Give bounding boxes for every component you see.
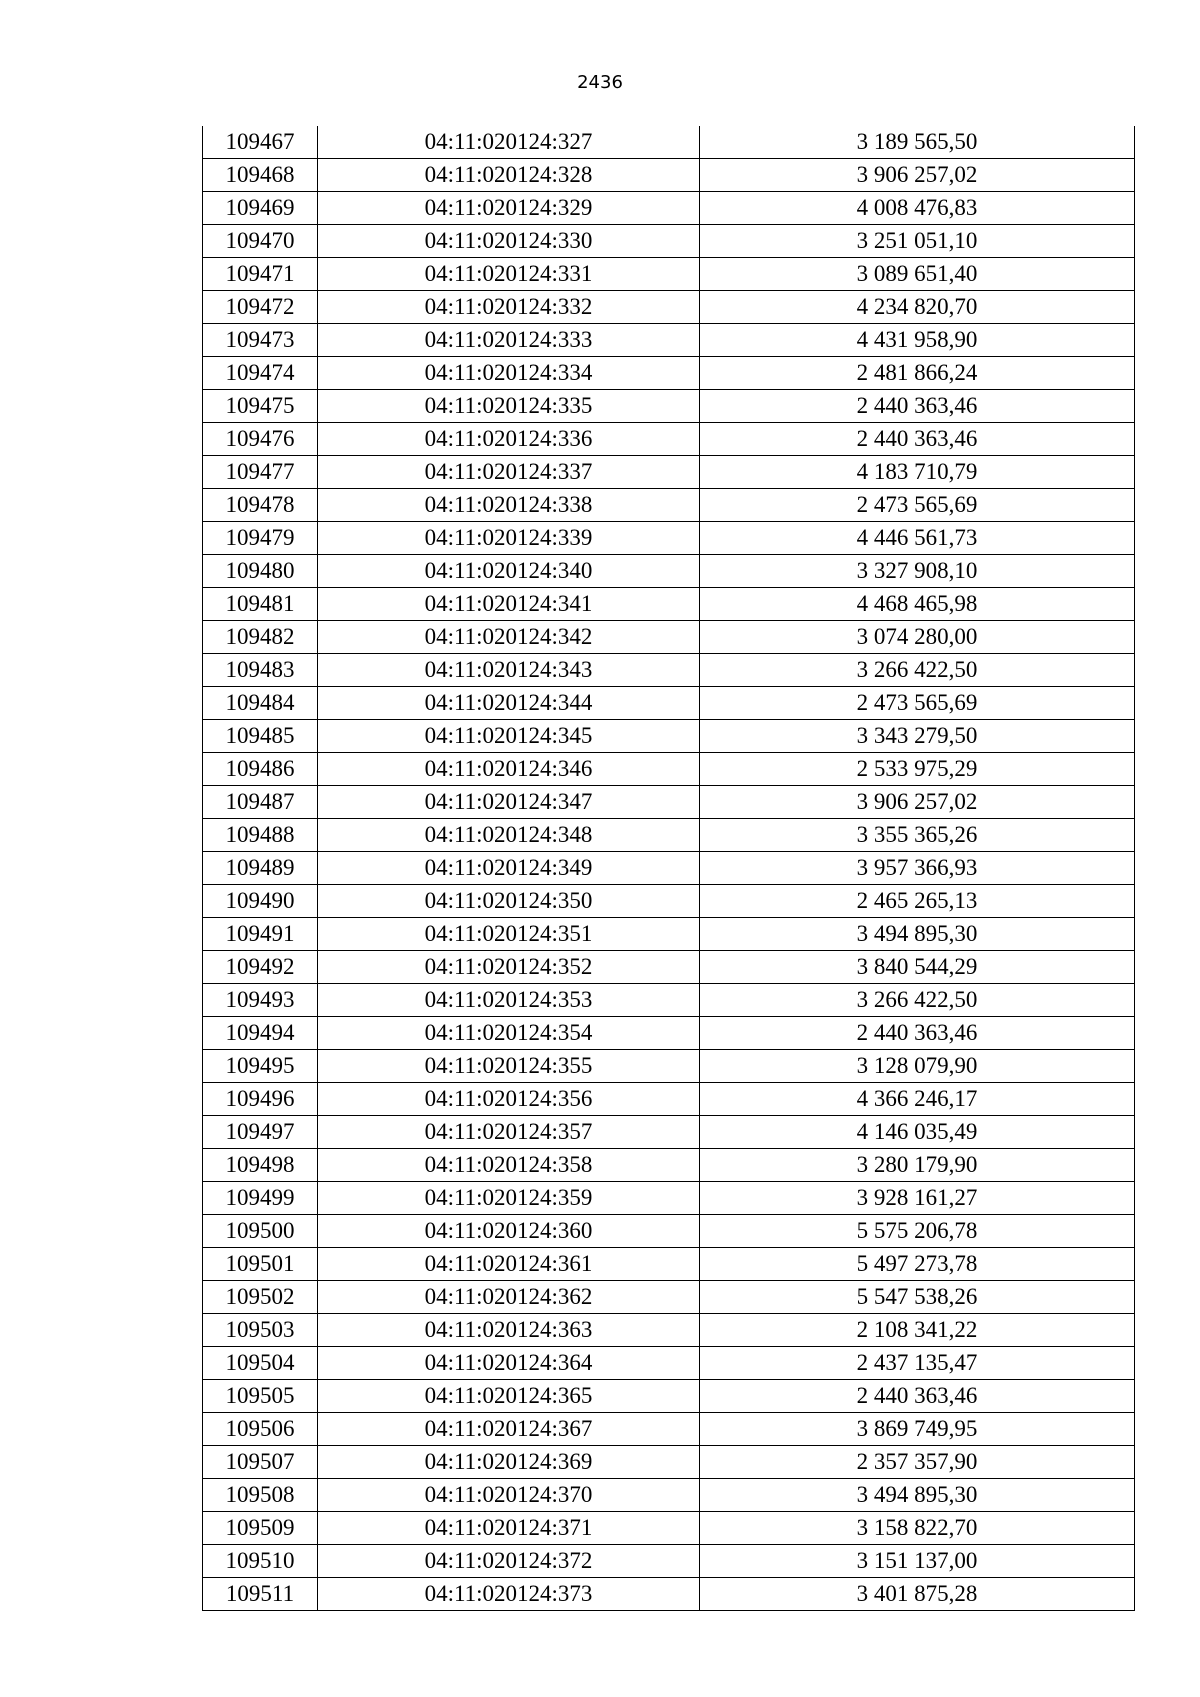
row-number-cell: 109490 bbox=[203, 885, 318, 918]
row-number-cell: 109487 bbox=[203, 786, 318, 819]
table-row bbox=[203, 1116, 1135, 1149]
cadastral-number-cell: 04:11:020124:361 bbox=[318, 1248, 700, 1281]
row-number-cell: 109479 bbox=[203, 522, 318, 555]
cadastral-value-cell: 4 146 035,49 bbox=[700, 1116, 1135, 1149]
cadastral-number-cell: 04:11:020124:365 bbox=[318, 1380, 700, 1413]
cadastral-value-cell: 4 008 476,83 bbox=[700, 192, 1135, 225]
cadastral-value-cell: 4 431 958,90 bbox=[700, 324, 1135, 357]
cadastral-number-cell: 04:11:020124:337 bbox=[318, 456, 700, 489]
cadastral-value-cell: 3 906 257,02 bbox=[700, 159, 1135, 192]
cadastral-value-cell: 2 440 363,46 bbox=[700, 423, 1135, 456]
cadastral-value-cell: 4 183 710,79 bbox=[700, 456, 1135, 489]
cadastral-value-cell: 3 280 179,90 bbox=[700, 1149, 1135, 1182]
cadastral-number-cell: 04:11:020124:335 bbox=[318, 390, 700, 423]
cadastral-value-cell: 2 440 363,46 bbox=[700, 1380, 1135, 1413]
cadastral-number-cell: 04:11:020124:363 bbox=[318, 1314, 700, 1347]
cadastral-number-cell: 04:11:020124:347 bbox=[318, 786, 700, 819]
table-row bbox=[203, 753, 1135, 786]
cadastral-number-cell: 04:11:020124:330 bbox=[318, 225, 700, 258]
cadastral-value-cell: 3 355 365,26 bbox=[700, 819, 1135, 852]
table-row bbox=[203, 1314, 1135, 1347]
row-number-cell: 109494 bbox=[203, 1017, 318, 1050]
table-row bbox=[203, 1446, 1135, 1479]
cadastral-value-cell: 3 251 051,10 bbox=[700, 225, 1135, 258]
cadastral-value-cell: 3 074 280,00 bbox=[700, 621, 1135, 654]
cadastral-number-cell: 04:11:020124:329 bbox=[318, 192, 700, 225]
cadastral-number-cell: 04:11:020124:360 bbox=[318, 1215, 700, 1248]
row-number-cell: 109473 bbox=[203, 324, 318, 357]
table-row bbox=[203, 126, 1135, 159]
table-row bbox=[203, 654, 1135, 687]
cadastral-number-cell: 04:11:020124:359 bbox=[318, 1182, 700, 1215]
table-row bbox=[203, 918, 1135, 951]
row-number-cell: 109502 bbox=[203, 1281, 318, 1314]
table-row bbox=[203, 192, 1135, 225]
row-number-cell: 109484 bbox=[203, 687, 318, 720]
cadastral-value-cell: 2 533 975,29 bbox=[700, 753, 1135, 786]
table-row bbox=[203, 951, 1135, 984]
table-row bbox=[203, 687, 1135, 720]
table-row bbox=[203, 456, 1135, 489]
row-number-cell: 109468 bbox=[203, 159, 318, 192]
cadastral-number-cell: 04:11:020124:367 bbox=[318, 1413, 700, 1446]
row-number-cell: 109500 bbox=[203, 1215, 318, 1248]
table-row bbox=[203, 1050, 1135, 1083]
table-row bbox=[203, 852, 1135, 885]
cadastral-number-cell: 04:11:020124:350 bbox=[318, 885, 700, 918]
cadastral-number-cell: 04:11:020124:351 bbox=[318, 918, 700, 951]
table-row bbox=[203, 1380, 1135, 1413]
table-row bbox=[203, 555, 1135, 588]
cadastral-number-cell: 04:11:020124:328 bbox=[318, 159, 700, 192]
table-row bbox=[203, 1248, 1135, 1281]
cadastral-value-cell: 3 189 565,50 bbox=[700, 126, 1135, 159]
cadastral-number-cell: 04:11:020124:344 bbox=[318, 687, 700, 720]
row-number-cell: 109489 bbox=[203, 852, 318, 885]
cadastral-value-cell: 2 465 265,13 bbox=[700, 885, 1135, 918]
row-number-cell: 109481 bbox=[203, 588, 318, 621]
cadastral-value-cell: 2 481 866,24 bbox=[700, 357, 1135, 390]
cadastral-value-cell: 5 547 538,26 bbox=[700, 1281, 1135, 1314]
row-number-cell: 109505 bbox=[203, 1380, 318, 1413]
cadastral-number-cell: 04:11:020124:372 bbox=[318, 1545, 700, 1578]
cadastral-value-cell: 3 089 651,40 bbox=[700, 258, 1135, 291]
row-number-cell: 109474 bbox=[203, 357, 318, 390]
table-row bbox=[203, 786, 1135, 819]
cadastral-value-cell: 4 366 246,17 bbox=[700, 1083, 1135, 1116]
cadastral-number-cell: 04:11:020124:370 bbox=[318, 1479, 700, 1512]
cadastral-value-cell: 2 440 363,46 bbox=[700, 390, 1135, 423]
table-row bbox=[203, 1413, 1135, 1446]
cadastral-value-cell: 3 928 161,27 bbox=[700, 1182, 1135, 1215]
cadastral-value-cell: 3 151 137,00 bbox=[700, 1545, 1135, 1578]
row-number-cell: 109482 bbox=[203, 621, 318, 654]
row-number-cell: 109477 bbox=[203, 456, 318, 489]
row-number-cell: 109483 bbox=[203, 654, 318, 687]
table-row bbox=[203, 1512, 1135, 1545]
cadastral-value-cell: 3 158 822,70 bbox=[700, 1512, 1135, 1545]
cadastral-value-cell: 3 906 257,02 bbox=[700, 786, 1135, 819]
cadastral-number-cell: 04:11:020124:341 bbox=[318, 588, 700, 621]
cadastral-value-cell: 3 401 875,28 bbox=[700, 1578, 1135, 1611]
page-number: 2436 bbox=[577, 72, 623, 93]
table-row bbox=[203, 159, 1135, 192]
cadastral-number-cell: 04:11:020124:369 bbox=[318, 1446, 700, 1479]
table-row bbox=[203, 522, 1135, 555]
row-number-cell: 109498 bbox=[203, 1149, 318, 1182]
row-number-cell: 109485 bbox=[203, 720, 318, 753]
cadastral-value-cell: 5 497 273,78 bbox=[700, 1248, 1135, 1281]
cadastral-number-cell: 04:11:020124:336 bbox=[318, 423, 700, 456]
cadastral-number-cell: 04:11:020124:358 bbox=[318, 1149, 700, 1182]
row-number-cell: 109504 bbox=[203, 1347, 318, 1380]
table-row bbox=[203, 1479, 1135, 1512]
row-number-cell: 109510 bbox=[203, 1545, 318, 1578]
table-row bbox=[203, 588, 1135, 621]
table-row bbox=[203, 621, 1135, 654]
cadastral-value-cell: 2 437 135,47 bbox=[700, 1347, 1135, 1380]
cadastral-value-cell: 2 440 363,46 bbox=[700, 1017, 1135, 1050]
table-row bbox=[203, 984, 1135, 1017]
row-number-cell: 109499 bbox=[203, 1182, 318, 1215]
table-row bbox=[203, 225, 1135, 258]
row-number-cell: 109476 bbox=[203, 423, 318, 456]
cadastral-value-cell: 2 357 357,90 bbox=[700, 1446, 1135, 1479]
cadastral-number-cell: 04:11:020124:352 bbox=[318, 951, 700, 984]
row-number-cell: 109475 bbox=[203, 390, 318, 423]
cadastral-value-cell: 3 494 895,30 bbox=[700, 1479, 1135, 1512]
cadastral-number-cell: 04:11:020124:348 bbox=[318, 819, 700, 852]
row-number-cell: 109492 bbox=[203, 951, 318, 984]
cadastral-number-cell: 04:11:020124:364 bbox=[318, 1347, 700, 1380]
row-number-cell: 109508 bbox=[203, 1479, 318, 1512]
cadastral-number-cell: 04:11:020124:371 bbox=[318, 1512, 700, 1545]
row-number-cell: 109469 bbox=[203, 192, 318, 225]
table-body bbox=[203, 126, 1135, 1611]
row-number-cell: 109503 bbox=[203, 1314, 318, 1347]
cadastral-value-cell: 4 234 820,70 bbox=[700, 291, 1135, 324]
cadastral-value-cell: 3 869 749,95 bbox=[700, 1413, 1135, 1446]
cadastral-number-cell: 04:11:020124:339 bbox=[318, 522, 700, 555]
table-row bbox=[203, 1545, 1135, 1578]
table-row bbox=[203, 1215, 1135, 1248]
row-number-cell: 109511 bbox=[203, 1578, 318, 1611]
row-number-cell: 109506 bbox=[203, 1413, 318, 1446]
cadastral-value-cell: 3 957 366,93 bbox=[700, 852, 1135, 885]
row-number-cell: 109486 bbox=[203, 753, 318, 786]
cadastral-value-cell: 4 468 465,98 bbox=[700, 588, 1135, 621]
cadastral-value-cell: 3 266 422,50 bbox=[700, 984, 1135, 1017]
table-row bbox=[203, 1578, 1135, 1611]
table-row bbox=[203, 819, 1135, 852]
cadastral-value-cell: 5 575 206,78 bbox=[700, 1215, 1135, 1248]
row-number-cell: 109501 bbox=[203, 1248, 318, 1281]
row-number-cell: 109471 bbox=[203, 258, 318, 291]
row-number-cell: 109495 bbox=[203, 1050, 318, 1083]
cadastral-value-cell: 3 266 422,50 bbox=[700, 654, 1135, 687]
cadastral-number-cell: 04:11:020124:334 bbox=[318, 357, 700, 390]
cadastral-number-cell: 04:11:020124:343 bbox=[318, 654, 700, 687]
row-number-cell: 109480 bbox=[203, 555, 318, 588]
cadastral-number-cell: 04:11:020124:340 bbox=[318, 555, 700, 588]
table-row bbox=[203, 291, 1135, 324]
cadastral-number-cell: 04:11:020124:327 bbox=[318, 126, 700, 159]
cadastral-number-cell: 04:11:020124:346 bbox=[318, 753, 700, 786]
table-row bbox=[203, 1083, 1135, 1116]
table-row bbox=[203, 357, 1135, 390]
cadastral-number-cell: 04:11:020124:338 bbox=[318, 489, 700, 522]
cadastral-value-cell: 2 108 341,22 bbox=[700, 1314, 1135, 1347]
row-number-cell: 109497 bbox=[203, 1116, 318, 1149]
cadastral-value-cell: 3 494 895,30 bbox=[700, 918, 1135, 951]
cadastral-number-cell: 04:11:020124:342 bbox=[318, 621, 700, 654]
cadastral-value-cell: 3 327 908,10 bbox=[700, 555, 1135, 588]
cadastral-value-cell: 3 128 079,90 bbox=[700, 1050, 1135, 1083]
cadastral-number-cell: 04:11:020124:373 bbox=[318, 1578, 700, 1611]
cadastral-value-table bbox=[202, 126, 1135, 1611]
table-row bbox=[203, 1017, 1135, 1050]
table-row bbox=[203, 1149, 1135, 1182]
table-row bbox=[203, 390, 1135, 423]
row-number-cell: 109478 bbox=[203, 489, 318, 522]
cadastral-number-cell: 04:11:020124:354 bbox=[318, 1017, 700, 1050]
row-number-cell: 109493 bbox=[203, 984, 318, 1017]
table-row bbox=[203, 423, 1135, 456]
row-number-cell: 109472 bbox=[203, 291, 318, 324]
cadastral-value-cell: 3 343 279,50 bbox=[700, 720, 1135, 753]
table-row bbox=[203, 1347, 1135, 1380]
cadastral-value-cell: 4 446 561,73 bbox=[700, 522, 1135, 555]
table-row bbox=[203, 258, 1135, 291]
cadastral-number-cell: 04:11:020124:356 bbox=[318, 1083, 700, 1116]
row-number-cell: 109507 bbox=[203, 1446, 318, 1479]
table-row bbox=[203, 489, 1135, 522]
cadastral-number-cell: 04:11:020124:331 bbox=[318, 258, 700, 291]
cadastral-number-cell: 04:11:020124:332 bbox=[318, 291, 700, 324]
row-number-cell: 109488 bbox=[203, 819, 318, 852]
cadastral-value-cell: 2 473 565,69 bbox=[700, 687, 1135, 720]
table-row bbox=[203, 1182, 1135, 1215]
row-number-cell: 109509 bbox=[203, 1512, 318, 1545]
table-row bbox=[203, 1281, 1135, 1314]
cadastral-number-cell: 04:11:020124:355 bbox=[318, 1050, 700, 1083]
row-number-cell: 109467 bbox=[203, 126, 318, 159]
cadastral-number-cell: 04:11:020124:362 bbox=[318, 1281, 700, 1314]
cadastral-number-cell: 04:11:020124:345 bbox=[318, 720, 700, 753]
cadastral-number-cell: 04:11:020124:333 bbox=[318, 324, 700, 357]
table-row bbox=[203, 885, 1135, 918]
table-row bbox=[203, 324, 1135, 357]
row-number-cell: 109496 bbox=[203, 1083, 318, 1116]
cadastral-number-cell: 04:11:020124:349 bbox=[318, 852, 700, 885]
row-number-cell: 109470 bbox=[203, 225, 318, 258]
table-row bbox=[203, 720, 1135, 753]
cadastral-number-cell: 04:11:020124:353 bbox=[318, 984, 700, 1017]
cadastral-number-cell: 04:11:020124:357 bbox=[318, 1116, 700, 1149]
cadastral-value-cell: 3 840 544,29 bbox=[700, 951, 1135, 984]
cadastral-value-cell: 2 473 565,69 bbox=[700, 489, 1135, 522]
row-number-cell: 109491 bbox=[203, 918, 318, 951]
